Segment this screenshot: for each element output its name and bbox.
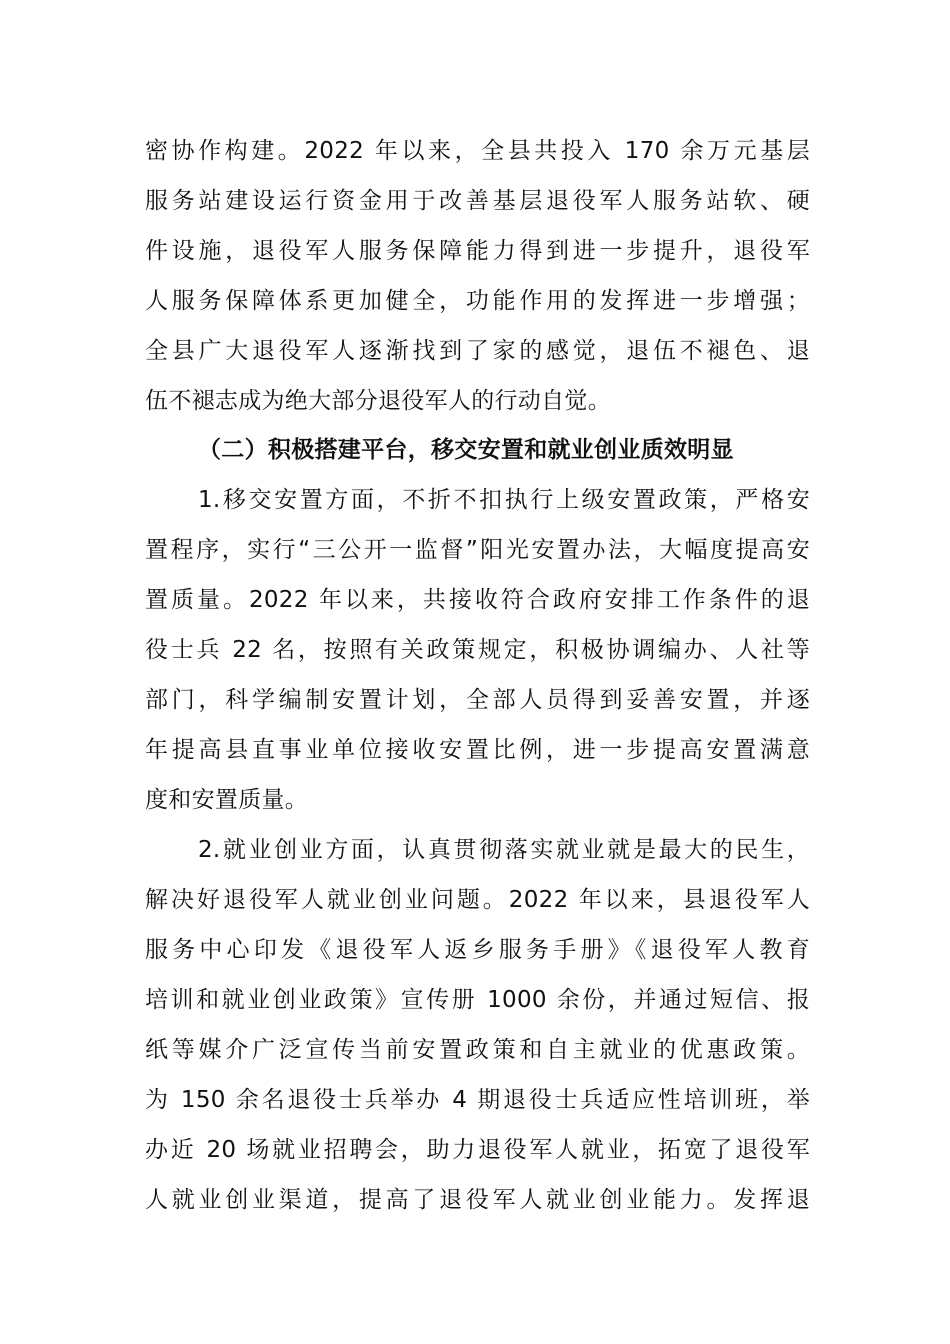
- intro-line-2: 服务站建设运行资金用于改善基层退役军人服务站软、硬: [145, 188, 810, 214]
- para1-line-7: 度和安置质量。: [145, 787, 309, 813]
- para1-line-1: 1.移交安置方面，不折不扣执行上级安置政策，严格安: [198, 487, 810, 513]
- intro-line-3: 件设施，退役军人服务保障能力得到进一步提升，退役军: [145, 238, 810, 264]
- para2-line-8: 人就业创业渠道，提高了退役军人就业创业能力。发挥退: [145, 1187, 810, 1213]
- para1-line-2: 置程序，实行“三公开一监督”阳光安置办法，大幅度提高安: [145, 537, 810, 563]
- para2-line-1: 2.就业创业方面，认真贯彻落实就业就是最大的民生，: [198, 837, 810, 863]
- para2-line-5: 纸等媒介广泛宣传当前安置政策和自主就业的优惠政策。: [145, 1037, 810, 1063]
- para2-line-2: 解决好退役军人就业创业问题。2022 年以来，县退役军人: [145, 887, 810, 913]
- para1-line-5: 部门，科学编制安置计划，全部人员得到妥善安置，并逐: [145, 687, 810, 713]
- intro-line-6: 伍不褪志成为绝大部分退役军人的行动自觉。: [145, 388, 611, 414]
- para2-line-4: 培训和就业创业政策》宣传册 1000 余份，并通过短信、报: [145, 987, 810, 1013]
- section-heading: （二）积极搭建平台，移交安置和就业创业质效明显: [198, 437, 734, 463]
- intro-line-4: 人服务保障体系更加健全，功能作用的发挥进一步增强；: [145, 288, 810, 314]
- intro-line-1: 密协作构建。2022 年以来，全县共投入 170 余万元基层: [145, 138, 810, 164]
- para1-line-4: 役士兵 22 名，按照有关政策规定，积极协调编办、人社等: [145, 637, 810, 663]
- para1-line-6: 年提高县直事业单位接收安置比例，进一步提高安置满意: [145, 737, 810, 763]
- intro-line-5: 全县广大退役军人逐渐找到了家的感觉，退伍不褪色、退: [145, 338, 810, 364]
- para2-line-7: 办近 20 场就业招聘会，助力退役军人就业，拓宽了退役军: [145, 1137, 810, 1163]
- para1-line-3: 置质量。2022 年以来，共接收符合政府安排工作条件的退: [145, 587, 810, 613]
- para2-line-6: 为 150 余名退役士兵举办 4 期退役士兵适应性培训班，举: [145, 1087, 810, 1113]
- para2-line-3: 服务中心印发《退役军人返乡服务手册》《退役军人教育: [145, 937, 810, 963]
